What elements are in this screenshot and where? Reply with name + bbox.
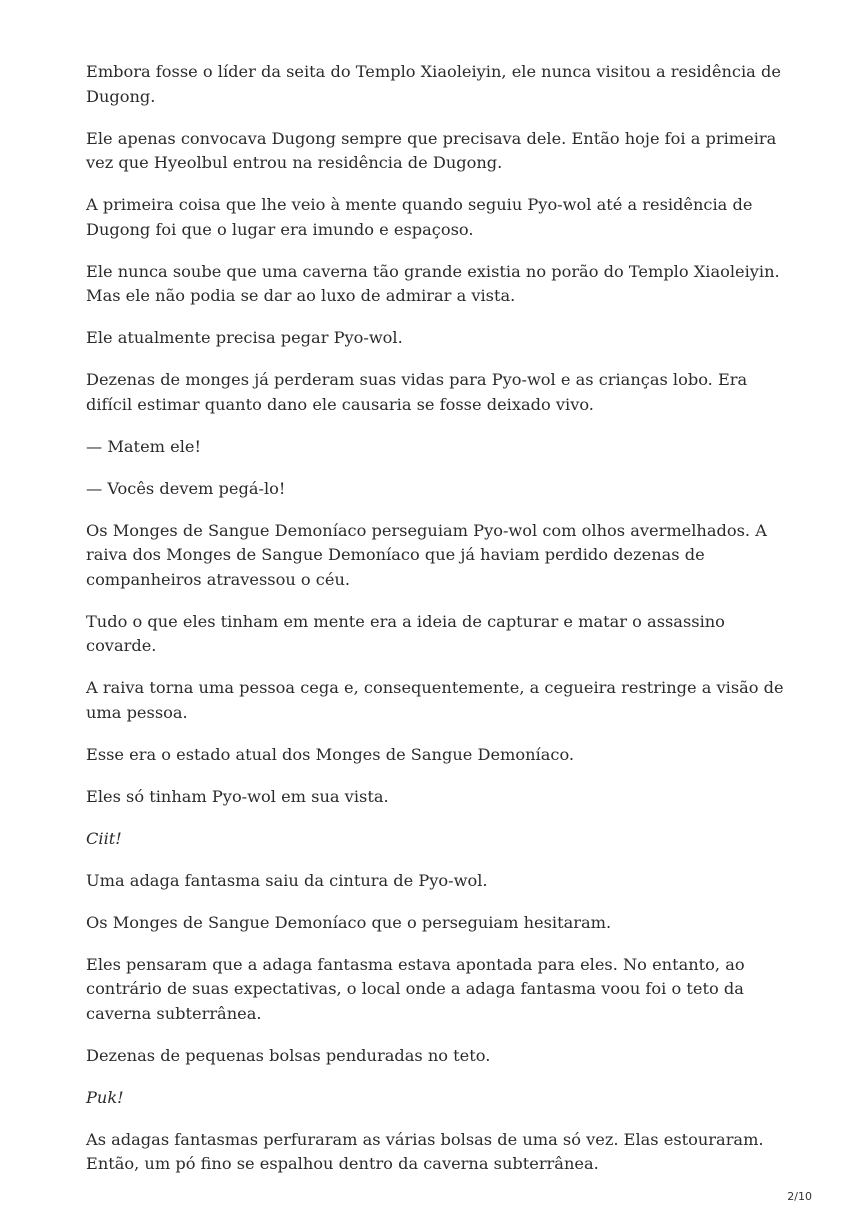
paragraph: Tudo o que eles tinham em mente era a ideia de capturar e matar o assassino covarde. [86,611,725,655]
dialogue-line: — Matem ele! [86,436,201,456]
page-number: 2/10 [787,1190,812,1203]
paragraph: Ele atualmente precisa pegar Pyo-wol. [86,328,403,347]
paragraph: A raiva torna uma pessoa cega e, consequentemente, a cegueira restringe a visão de uma pessoa. [86,678,784,722]
document-body [86,60,786,1194]
paragraph: Ele nunca soube que uma caverna tão grande existia no porão do Templo Xiaoleiyin. Mas ele não podia se dar ao luxo de admirar a vista. [86,261,780,305]
paragraph: Esse era o estado atual dos Monges de Sangue Demoníaco. [86,744,575,764]
paragraph: Os Monges de Sangue Demoníaco que o perseguiam hesitaram. [86,912,612,932]
paragraph: Dezenas de monges já perderam suas vidas para Pyo-wol e as crianças lobo. Era difícil estimar quanto dano ele causaria se fosse deixado vivo. [86,370,748,414]
paragraph: Eles pensaram que a adaga fantasma estava apontada para eles. No entanto, ao contrário de suas expectativas, o local onde a adaga fantasma voou foi o teto da caverna subterrânea. [86,954,745,1023]
paragraph: As adagas fantasmas perfuraram as várias bolsas de uma só vez. Elas estouraram. Então, um pó fino se espalhou dentro da caverna subterrânea. [86,1129,764,1173]
paragraph: Uma adaga fantasma saiu da cintura de Pyo-wol. [86,870,488,890]
paragraph: Os Monges de Sangue Demoníaco perseguiam Pyo-wol com olhos avermelhados. A raiva dos Monges de Sangue Demoníaco que já haviam perdido dezenas de companheiros atravessou o céu. [86,520,767,589]
paragraph: A primeira coisa que lhe veio à mente quando seguiu Pyo-wol até a residência de Dugong foi que o lugar era imundo e espaçoso. [86,195,753,239]
sound-effect: Puk! [86,1087,124,1107]
paragraph: Embora fosse o líder da seita do Templo Xiaoleiyin, ele nunca visitou a residência de Dugong. [86,62,781,106]
sound-effect: Ciit! [86,828,122,848]
paragraph: Ele apenas convocava Dugong sempre que precisava dele. Então hoje foi a primeira vez que Hyeolbul entrou na residência de Dugong. [86,128,777,172]
dialogue-line: — Vocês devem pegá-lo! [86,478,286,498]
paragraph: Eles só tinham Pyo-wol em sua vista. [86,786,389,806]
paragraph: Dezenas de pequenas bolsas penduradas no teto. [86,1045,491,1065]
